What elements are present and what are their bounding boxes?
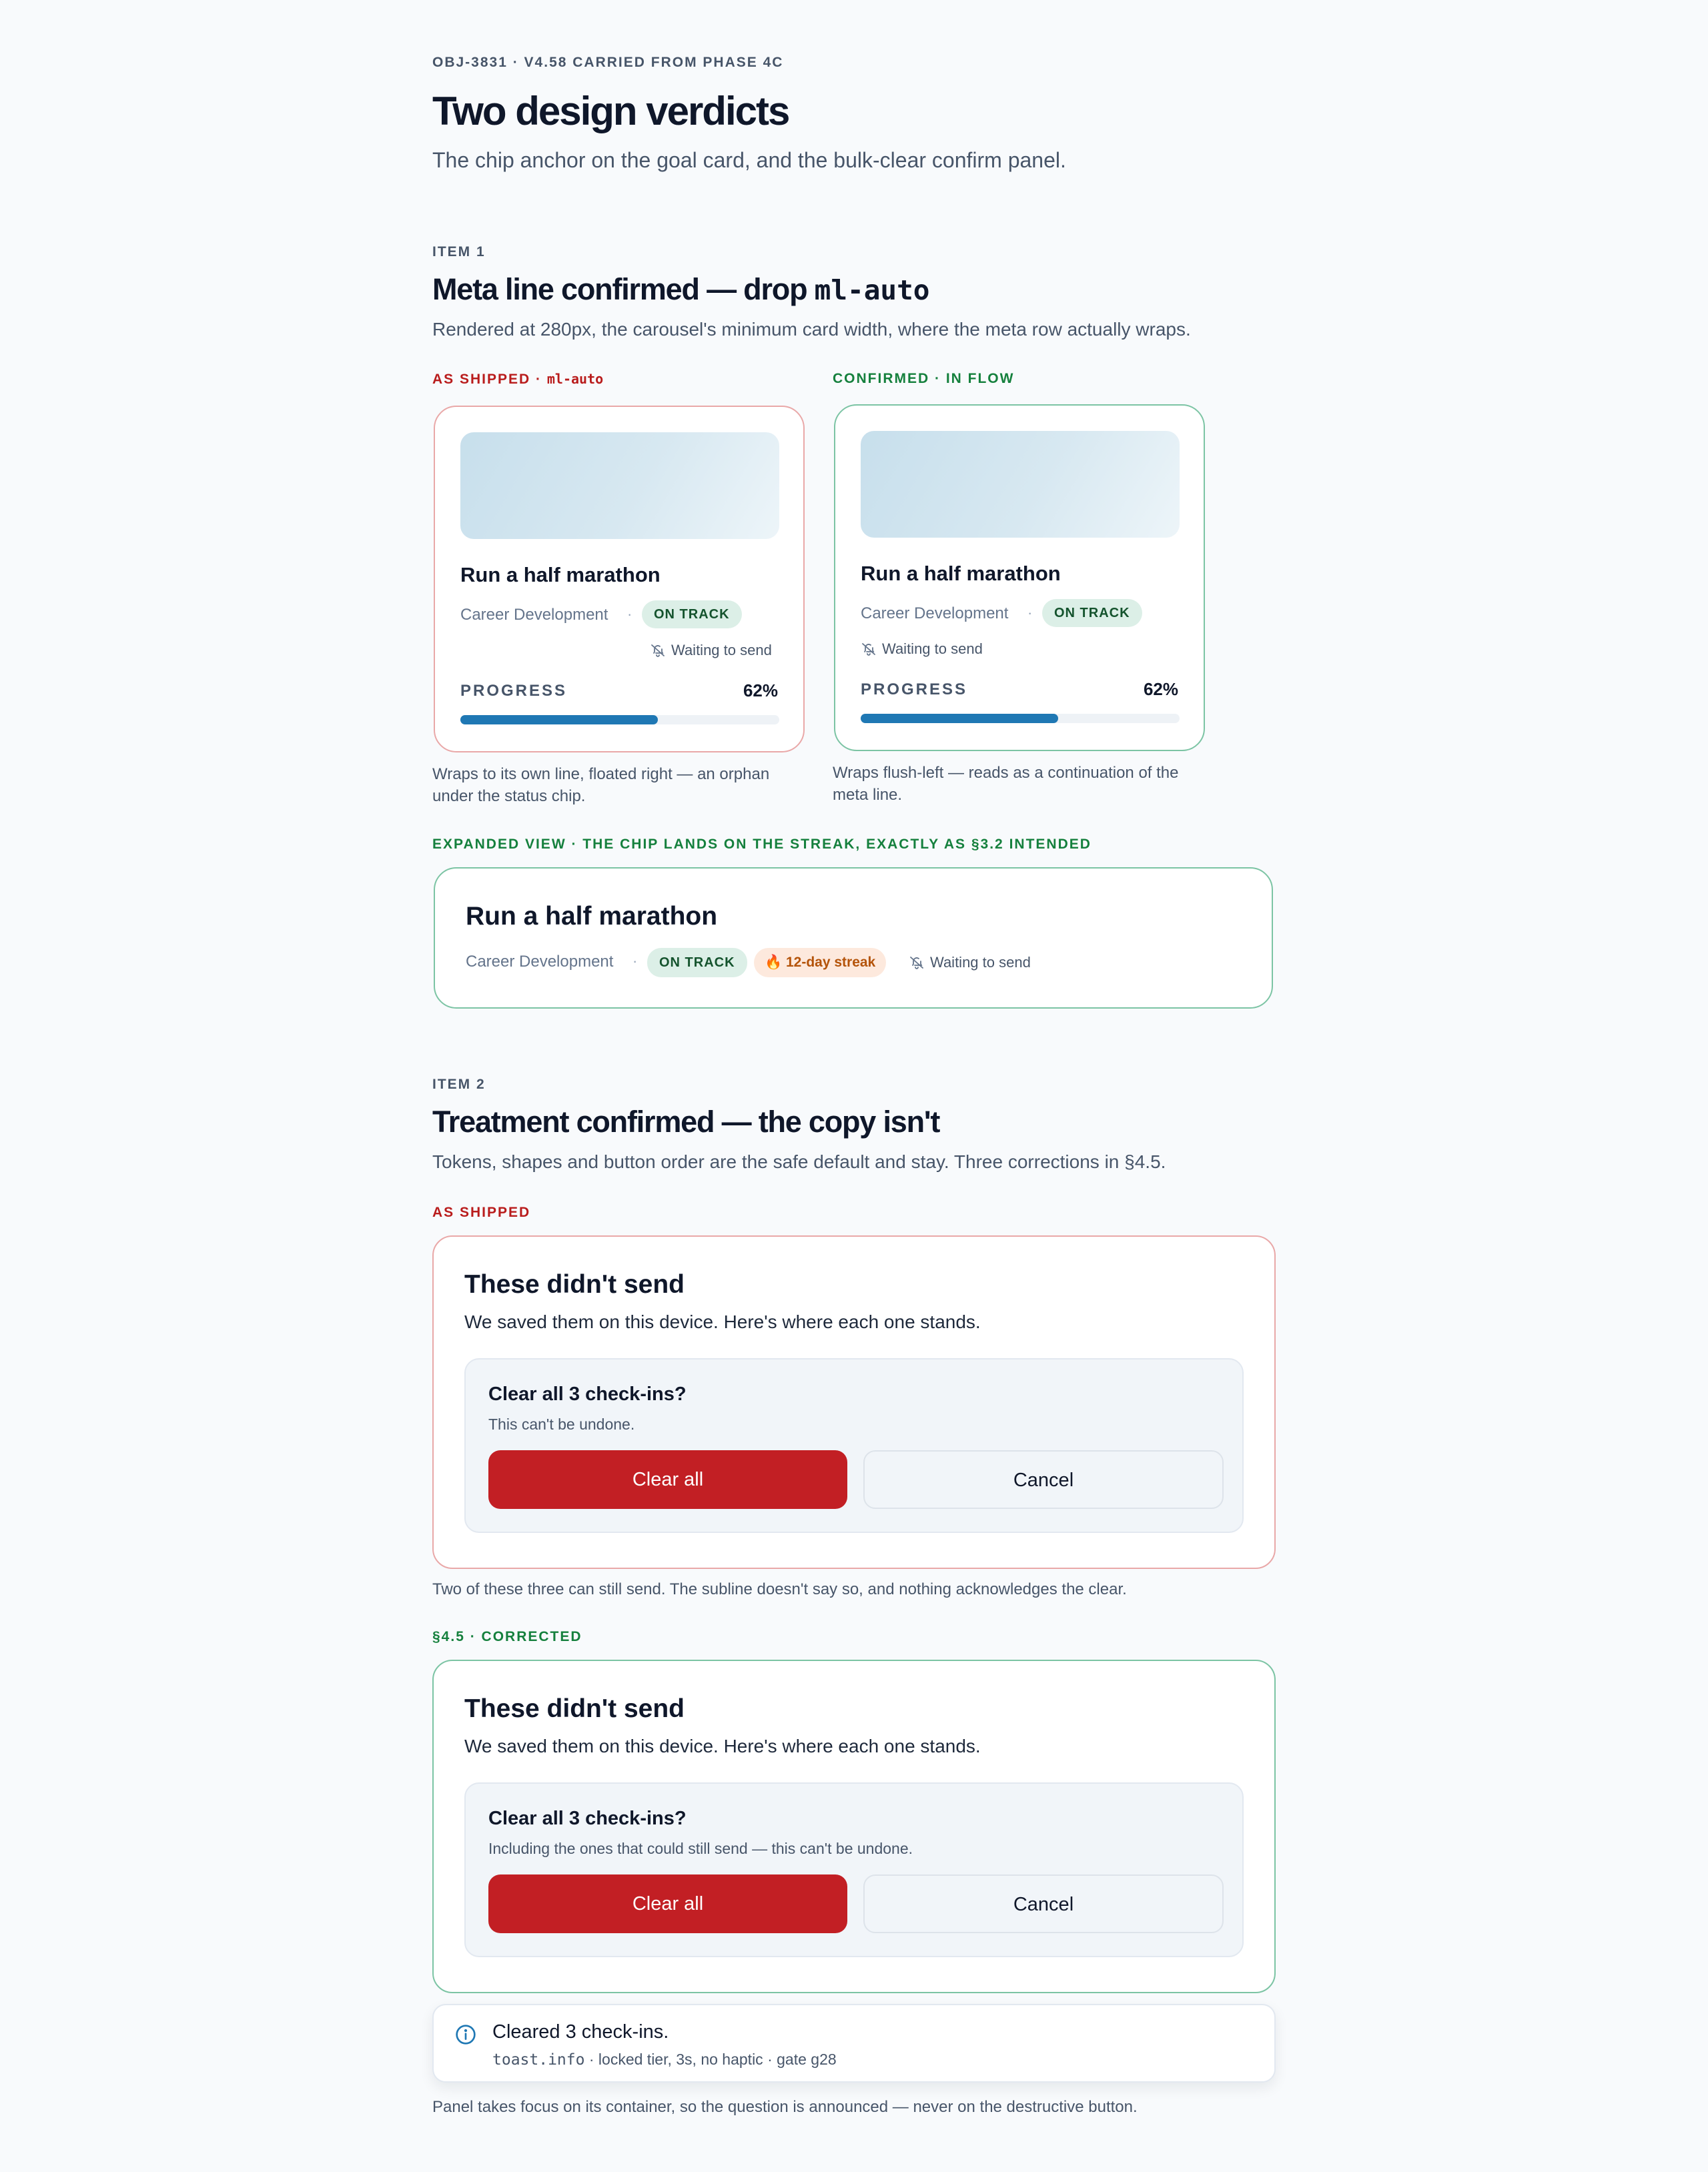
waiting-label: Waiting to send bbox=[882, 640, 983, 657]
confirm-question: Clear all 3 check-ins? bbox=[488, 1808, 687, 1829]
waiting-label: Waiting to send bbox=[930, 954, 1031, 971]
bell-off-icon bbox=[650, 642, 666, 658]
item2-subtitle: Tokens, shapes and button order are the safe default and stay. Three corrections in §4.5. bbox=[432, 1151, 1166, 1172]
shipped-tag-text: AS SHIPPED · bbox=[432, 372, 547, 387]
confirm-panel bbox=[464, 1782, 1244, 1957]
panel-subtitle: We saved them on this device. Here's where each one stands. bbox=[464, 1736, 981, 1756]
shipped-caption bbox=[432, 763, 769, 807]
shipped-caption-line: under the status chip. bbox=[432, 787, 586, 805]
unsent-panel-shipped bbox=[432, 1235, 1276, 1569]
waiting-label: Waiting to send bbox=[671, 642, 772, 658]
confirmed-tag: CONFIRMED · IN FLOW bbox=[833, 371, 1015, 386]
item1-label: ITEM 1 bbox=[432, 244, 486, 259]
as-shipped-tag: AS SHIPPED bbox=[432, 1205, 531, 1220]
progress-label: PROGRESS bbox=[460, 682, 568, 700]
shipped-tag-code: ml-auto bbox=[546, 371, 604, 387]
expanded-tag: EXPANDED VIEW · THE CHIP LANDS ON THE STREAK, EXACTLY AS §3.2 INTENDED bbox=[432, 837, 1092, 852]
corrected-tag: §4.5 · CORRECTED bbox=[432, 1629, 582, 1644]
info-toast bbox=[432, 2004, 1276, 2083]
clear-all-button[interactable]: Clear all bbox=[488, 1450, 847, 1509]
goal-thumbnail bbox=[460, 432, 779, 539]
waiting-indicator bbox=[909, 954, 1031, 971]
confirmed-caption bbox=[833, 762, 1179, 806]
shipped-caption-line: Wraps to its own line, floated right — an orphan bbox=[432, 765, 770, 783]
toast-detail bbox=[492, 2051, 837, 2069]
progress-bar-fill bbox=[460, 715, 658, 724]
streak-chip: 🔥 12-day streak bbox=[754, 948, 886, 977]
page-subtitle: The chip anchor on the goal card, and the bulk-clear confirm panel. bbox=[432, 148, 1066, 172]
page-title: Two design verdicts bbox=[432, 89, 789, 133]
item1-subtitle: Rendered at 280px, the carousel's minimum card width, where the meta row actually wraps. bbox=[432, 319, 1191, 340]
goal-title: Run a half marathon bbox=[861, 562, 1061, 585]
confirm-question: Clear all 3 check-ins? bbox=[488, 1384, 687, 1405]
confirm-warning: Including the ones that could still send — this can't be undone. bbox=[488, 1840, 913, 1857]
waiting-indicator bbox=[861, 640, 983, 658]
confirmed-caption-line: meta line. bbox=[833, 786, 903, 804]
toast-detail-text: · locked tier, 3s, no haptic · gate g28 bbox=[584, 2051, 837, 2068]
unsent-panel-corrected bbox=[432, 1660, 1276, 1993]
progress-value: 62% bbox=[743, 680, 778, 700]
shipped-tag bbox=[432, 371, 603, 388]
goal-card-expanded[interactable] bbox=[434, 867, 1273, 1009]
toast-message: Cleared 3 check-ins. bbox=[492, 2021, 669, 2043]
meta-separator: · bbox=[1027, 604, 1033, 621]
panel-subtitle: We saved them on this device. Here's where each one stands. bbox=[464, 1311, 981, 1332]
item1-title-code: ml-auto bbox=[814, 274, 930, 306]
cancel-button[interactable]: Cancel bbox=[863, 1874, 1224, 1933]
confirmed-caption-line: Wraps flush-left — reads as a continuation of the bbox=[833, 764, 1179, 782]
meta-separator: · bbox=[627, 606, 632, 622]
footer-note: Panel takes focus on its container, so the question is announced — never on the destructive button. bbox=[432, 2098, 1138, 2116]
info-circle-icon bbox=[455, 2024, 476, 2045]
progress-label: PROGRESS bbox=[861, 680, 968, 698]
toast-code: toast.info bbox=[492, 2051, 585, 2069]
goal-thumbnail bbox=[861, 431, 1180, 538]
status-chip: ON TRACK bbox=[647, 948, 747, 977]
meta-separator: · bbox=[632, 953, 638, 969]
progress-bar bbox=[460, 715, 779, 724]
waiting-indicator bbox=[650, 642, 772, 659]
goal-card-confirmed[interactable] bbox=[834, 404, 1205, 751]
confirm-warning: This can't be undone. bbox=[488, 1416, 635, 1433]
goal-category: Career Development bbox=[466, 953, 614, 971]
shipped-panel-caption: Two of these three can still send. The subline doesn't say so, and nothing acknowledges the clear. bbox=[432, 1580, 1127, 1598]
clear-all-button[interactable]: Clear all bbox=[488, 1874, 847, 1933]
item2-title: Treatment confirmed — the copy isn't bbox=[432, 1105, 940, 1139]
goal-title: Run a half marathon bbox=[466, 902, 718, 931]
progress-value: 62% bbox=[1143, 679, 1178, 699]
panel-title: These didn't send bbox=[464, 1270, 685, 1299]
item1-title bbox=[432, 272, 929, 307]
item1-title-text: Meta line confirmed — drop bbox=[432, 272, 815, 306]
panel-title: These didn't send bbox=[464, 1694, 685, 1723]
progress-bar bbox=[861, 714, 1180, 723]
status-chip: ON TRACK bbox=[642, 600, 742, 628]
goal-title: Run a half marathon bbox=[460, 563, 661, 586]
cancel-button[interactable]: Cancel bbox=[863, 1450, 1224, 1509]
page-eyebrow: OBJ-3831 · V4.58 CARRIED FROM PHASE 4C bbox=[432, 55, 784, 70]
goal-card-shipped[interactable] bbox=[434, 406, 805, 752]
status-chip: ON TRACK bbox=[1042, 599, 1142, 627]
bell-off-icon bbox=[909, 955, 925, 971]
goal-category: Career Development bbox=[460, 606, 608, 624]
confirm-panel bbox=[464, 1358, 1244, 1533]
item2-label: ITEM 2 bbox=[432, 1077, 486, 1092]
goal-category: Career Development bbox=[861, 604, 1009, 622]
progress-bar-fill bbox=[861, 714, 1058, 723]
bell-off-icon bbox=[861, 641, 877, 657]
